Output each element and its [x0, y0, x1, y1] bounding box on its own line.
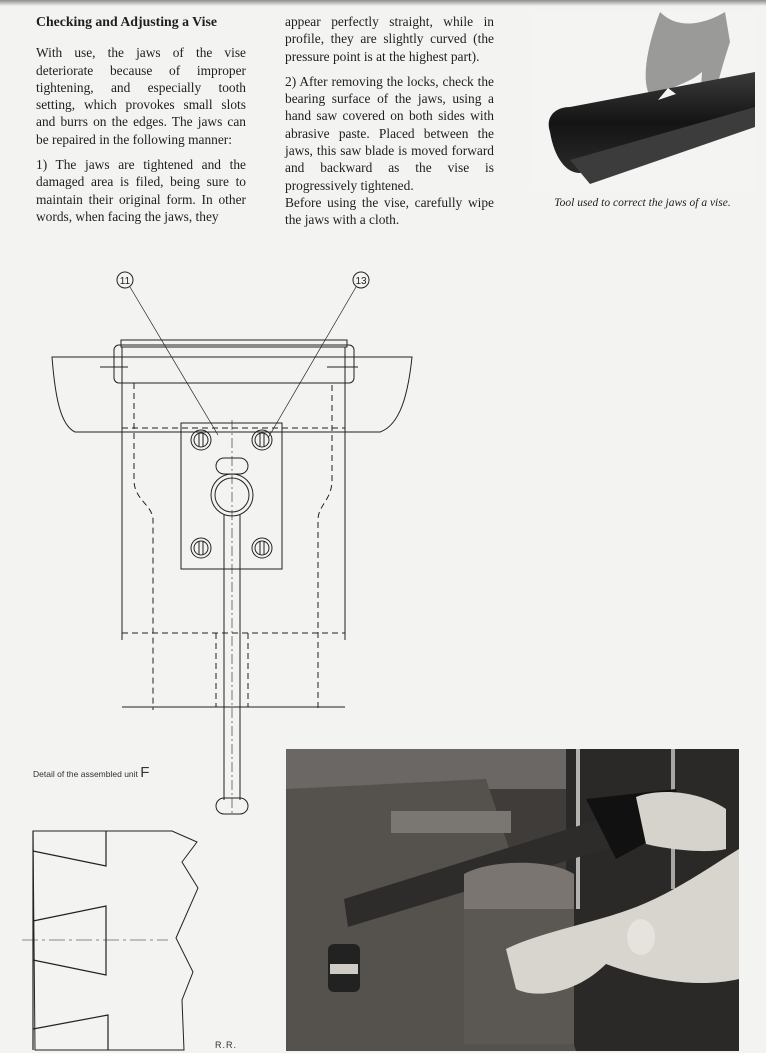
paragraph: 1) The jaws are tightened and the damaged area is filed, being sure to maintain their original form. In other words, when facing the jaws, they: [36, 157, 246, 224]
text-column-2: [285, 13, 494, 237]
paragraph: With use, the jaws of the vise deteriorate because of improper tightening, and especially tooth setting, which provokes small slots and burrs on the edges. The jaws can be repaired in the following manner:: [36, 45, 246, 147]
hand-tool-illustration: [530, 12, 755, 190]
callout-13-label: 13: [355, 276, 367, 287]
paragraph: appear perfectly straight, while in profile, they are slightly curved (the pressure point is at the highest part).: [285, 14, 494, 64]
vise-assembly-diagram: [30, 260, 430, 820]
paragraph: 2) After removing the locks, check the bearing surface of the jaws, using a hand saw covered on both sides with abrasive paste. Placed between the jaws, this saw blade is moved forward and backward as the vise is progressively tightened.: [285, 73, 494, 193]
detail-label-text: Detail of the assembled unit: [33, 769, 138, 779]
artist-initials: R.R.: [215, 1040, 237, 1050]
screw-heads: [191, 430, 272, 558]
tool-photo: [530, 12, 755, 190]
text-column-1: [36, 13, 246, 233]
page-top-shadow: [0, 0, 766, 6]
section-heading: Checking and Adjusting a Vise: [36, 14, 217, 29]
detail-letter: F: [140, 764, 150, 781]
callout-11-label: 11: [119, 276, 131, 287]
photo-caption: Tool used to correct the jaws of a vise.: [554, 197, 731, 209]
detail-label: [33, 764, 149, 781]
saw-vise-illustration: [286, 749, 739, 1051]
paragraph: Before using the vise, carefully wipe the jaws with a cloth.: [285, 194, 494, 228]
saw-in-vise-photo: [286, 749, 739, 1051]
dovetail-detail-drawing: [20, 820, 220, 1052]
